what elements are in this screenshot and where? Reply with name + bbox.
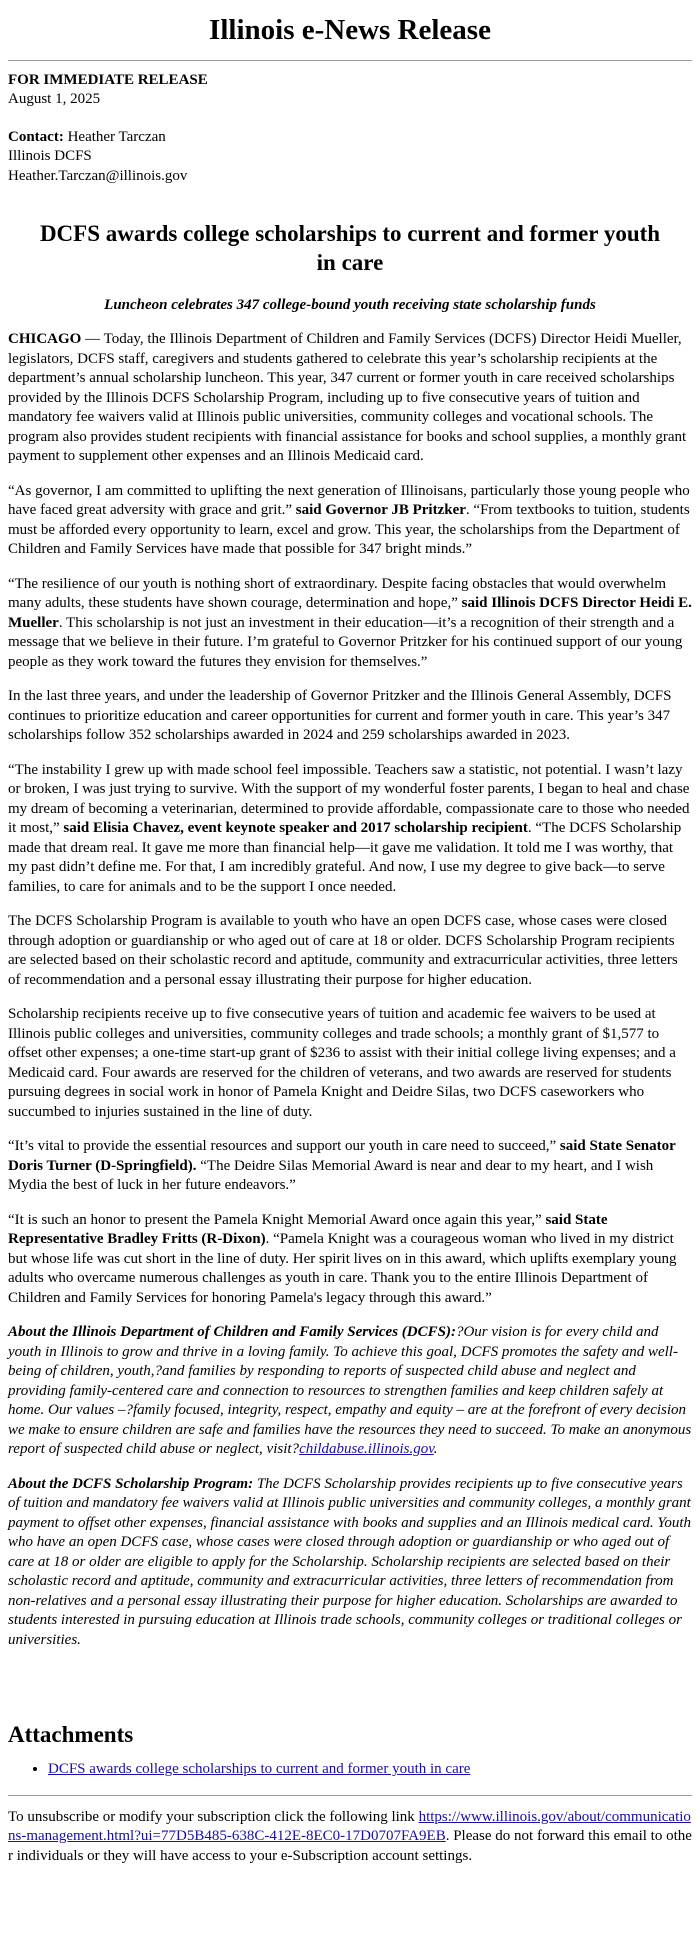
quote-text: “It is such an honor to present the Pamela Knight Memorial Award once again this year,” — [8, 1211, 546, 1228]
paragraph-keynote-quote — [8, 761, 692, 898]
site-title: Illinois e-News Release — [209, 14, 491, 46]
footer-text: . Please do not forward this email to other individuals or they will have access to your e-Subscription account settings. — [8, 1828, 692, 1864]
speaker-attribution: said Illinois DCFS Director Heidi E. Mueller — [8, 595, 692, 631]
contact-block — [8, 128, 692, 187]
headline: DCFS awards college scholarships to current and former youth in care — [39, 221, 661, 275]
subheadline: Luncheon celebrates 347 college-bound youth receiving state scholarship funds — [104, 296, 596, 313]
top-divider — [8, 60, 692, 61]
unsubscribe-link[interactable]: https://www.illinois.gov/about/communications-management.html?ui=77D5B485-638C-412E-8EC0-17D0707FA9EB — [8, 1808, 691, 1845]
speaker-attribution: said State Representative Bradley Fritts (R-Dixon) — [8, 1211, 608, 1248]
paragraph-senator-quote — [8, 1137, 692, 1196]
quote-text: “As governor, I am committed to uplifting the next generation of Illinoisans, particularly those young people who have faced great adversity with grace and grit.” — [8, 482, 690, 519]
attachment-link[interactable]: DCFS awards college scholarships to current and former youth in care — [48, 1761, 471, 1778]
paragraph-director-quote — [8, 575, 692, 673]
footer — [8, 1808, 692, 1867]
release-label: FOR IMMEDIATE RELEASE — [8, 71, 208, 88]
about-program-title: About the DCFS Scholarship Program: — [8, 1475, 254, 1492]
contact-name: Heather Tarczan — [67, 128, 166, 145]
paragraph-eligibility: The DCFS Scholarship Program is available to youth who have an open DCFS case, whose cases were closed through adoption or guardianship or who aged out of care at 18 or older. DCFS Scholarship Program recipients are selected based on their scholastic record and aptitude, community and extracurricular activities, three letters of recommendation and a personal essay illustrating their purpose for higher education. — [8, 913, 678, 988]
contact-org: Illinois DCFS — [8, 148, 92, 165]
release-date: August 1, 2025 — [8, 91, 101, 108]
dateline: CHICAGO — [8, 331, 82, 348]
quote-text: “The instability I grew up with made school feel impossible. Teachers saw a statistic, not potential. I wasn’t lazy or broken, I was just trying to survive. With the support of my wonderful foster parents, I began to heal and chase my dream of becoming a veterinarian, determined to provide affordable, compassionate care to those who needed it most,” — [8, 761, 690, 837]
release-meta — [8, 71, 692, 110]
paragraph-governor-quote — [8, 482, 692, 560]
quote-text: “The Deidre Silas Memorial Award is near and dear to my heart, and I wish Mydia the best of luck in her future endeavors.” — [8, 1157, 654, 1194]
attachment-item — [48, 1760, 692, 1780]
quote-text: . “From textbooks to tuition, students must be afforded every opportunity to learn, excel and grow. This year, the scholarships from the Department of Children and Family Services have made that possible for 347 bright minds.” — [8, 502, 690, 558]
paragraph-representative-quote — [8, 1211, 692, 1309]
contact-email: Heather.Tarczan@illinois.gov — [8, 167, 188, 184]
quote-text: . This scholarship is not just an investment in their education—it’s a recognition of their strength and a message that we believe in their future. I’m grateful to Governor Pritzker for his continued support of our young people as they work toward the futures they envision for themselves.” — [8, 614, 683, 670]
footer-divider — [8, 1795, 692, 1796]
quote-text: . “Pamela Knight was a courageous woman who lived in my district but whose life was cut short in the line of duty. Her spirit lives on in this award, which uplifts exemplary young adults who overcame numerous challenges as youth in care. Thank you to the entire Illinois Department of Children and Family Services for honoring Pamela's legacy through this award.” — [8, 1231, 677, 1306]
about-dcfs-text: ?Our vision is for every child and youth in Illinois to grow and thrive in a loving family. To achieve this goal, DCFS promotes the safety and well-being of children, youth,?and families by responding to reports of suspected child abuse and neglect and providing family-centered care and connection to resources to strengthen families and keep children safely at home. Our values –?family focused, integrity, respect, empathy and equity – are at the forefront of every decision we make to ensure children are safe and families have the resources they need to succeed. To make an anonymous report of suspected child abuse or neglect, visit? — [8, 1324, 692, 1458]
speaker-attribution: said State Senator Doris Turner (D-Springfield). — [8, 1138, 676, 1174]
footer-text: To unsubscribe or modify your subscription click the following link — [8, 1808, 419, 1825]
attachments-list — [8, 1760, 692, 1780]
paragraph-benefits: Scholarship recipients receive up to five consecutive years of tuition and academic fee waivers to be used at Illinois public colleges and universities, community colleges and trade schools; a monthly grant of $1,577 to offset other expenses; a one-time start-up grant of $236 to assist with their initial college living expenses; and a Medicaid card. Four awards are reserved for the children of veterans, and two awards are reserved for students pursuing degrees in social work in honor of Pamela Knight and Deidre Silas, two DCFS caseworkers who succumbed to injuries sustained in the line of duty. — [8, 1006, 676, 1120]
quote-text: . “The DCFS Scholarship made that dream real. It gave me more than financial help—it gave me validation. It told me I was worthy, that my past didn’t define me. For that, I am incredibly grateful. And now, I use my degree to give back—to serve families, to care for animals and to be the support I once needed. — [8, 820, 682, 895]
contact-label: Contact: — [8, 128, 64, 145]
about-dcfs — [8, 1323, 692, 1460]
quote-text: “It’s vital to provide the essential resources and support our youth in care need to succeed,” — [8, 1138, 560, 1155]
about-dcfs-title: About the Illinois Department of Children and Family Services (DCFS): — [8, 1324, 456, 1341]
attachments-heading: Attachments — [8, 1722, 134, 1748]
paragraph-text: — Today, the Illinois Department of Children and Family Services (DCFS) Director Heidi Mueller, legislators, DCFS staff, caregivers and students gathered to celebrate this year’s scholarship recipients at the department’s annual scholarship luncheon. This year, 347 current or former youth in care received scholarships provided by the Illinois DCFS Scholarship Program, including up to five consecutive years of tuition and mandatory fee waivers valid at Illinois public universities, community colleges and vocational schools. The program also provides student recipients with financial assistance for books and school supplies, a monthly grant payment to supplement other expenses and an Illinois Medicaid card. — [8, 331, 687, 465]
about-scholarship-program — [8, 1475, 692, 1651]
speaker-attribution: said Governor JB Pritzker — [295, 502, 466, 519]
speaker-attribution: said Elisia Chavez, event keynote speaker and 2017 scholarship recipient — [63, 820, 528, 837]
quote-text: “The resilience of our youth is nothing short of extraordinary. Despite facing obstacles that would overwhelm many adults, these students have shown courage, determination and hope,” — [8, 575, 667, 612]
paragraph-intro — [8, 330, 692, 467]
about-dcfs-end: . — [433, 1441, 438, 1458]
about-program-text: The DCFS Scholarship provides recipients up to five consecutive years of tuition and mandatory fee waivers valid at Illinois public universities and community colleges, a monthly grant payment to offset other expenses, financial assistance with books and supplies and an Illinois medical card. Youth who have an open DCFS case, whose cases were closed through adoption or guardianship or who aged out of care at 18 or older are eligible to apply for the Scholarship. Scholarship recipients are selected based on their scholastic record and aptitude, community and extracurricular activities, three letters of recommendation from non-relatives and a personal essay illustrating their purpose for higher education. Scholarships are awarded to students interested in pursuing education at Illinois trade schools, community colleges or traditional colleges or universities. — [8, 1475, 691, 1648]
paragraph-history: In the last three years, and under the leadership of Governor Pritzker and the Illinois General Assembly, DCFS continues to prioritize education and career opportunities for current and former youth in care. This year’s 347 scholarships follow 352 scholarships awarded in 2024 and 259 scholarships awarded in 2023. — [8, 688, 672, 744]
childabuse-link[interactable]: childabuse.illinois.gov — [299, 1441, 434, 1458]
